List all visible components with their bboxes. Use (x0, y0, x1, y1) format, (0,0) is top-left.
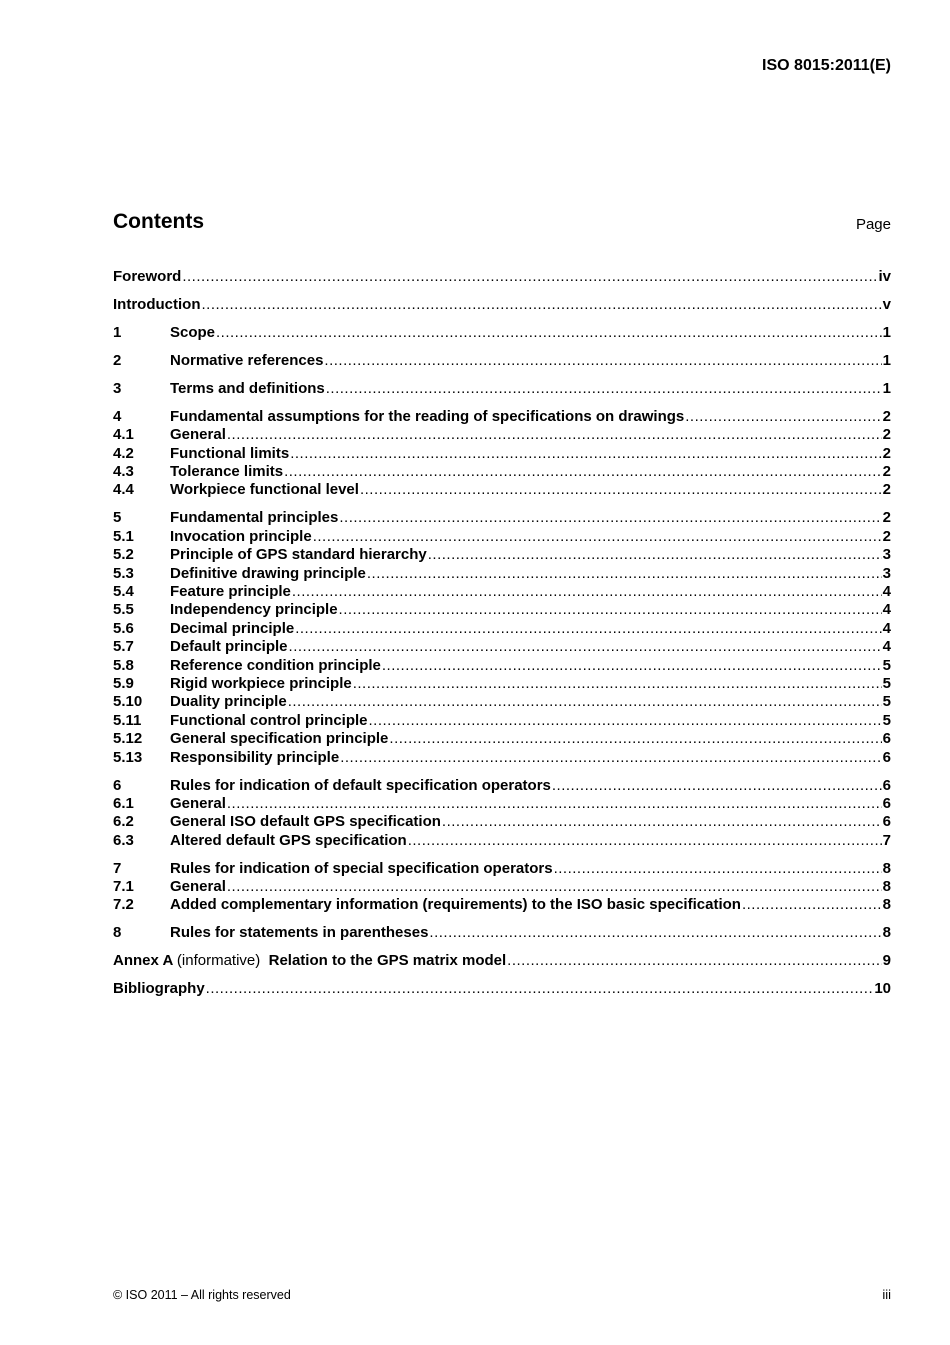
toc-entry-title: Normative references (170, 351, 324, 369)
toc-entry-title: Altered default GPS specification (170, 831, 407, 849)
toc-entry-number: 6 (113, 776, 122, 794)
toc-entry[interactable] (113, 795, 891, 813)
toc-entry-title: Fundamental principles (170, 509, 339, 527)
toc-entry-title: Scope (170, 323, 216, 341)
toc-leader-dots (182, 268, 877, 286)
toc-entry[interactable] (113, 749, 891, 767)
toc-entry-page: v (882, 295, 891, 313)
toc-entry-number: 4.4 (113, 481, 134, 499)
toc-entry-number: 7.2 (113, 896, 134, 914)
toc-entry-page: 5 (882, 693, 891, 711)
toc-entry-number: 4.3 (113, 463, 134, 481)
annex-label: Annex A (113, 952, 173, 970)
toc-entry-page: 2 (882, 463, 891, 481)
toc-entry-number: 5.8 (113, 656, 134, 674)
toc-entry-page: 7 (882, 831, 891, 849)
toc-entry-title: General (170, 794, 226, 812)
toc-entry[interactable] (113, 924, 891, 942)
toc-entry-title: Bibliography (113, 980, 205, 998)
toc-entry-page: 4 (882, 601, 891, 619)
toc-entry-page: 8 (882, 924, 891, 942)
toc-leader-dots (284, 463, 882, 481)
toc-entry-page: 9 (882, 952, 891, 970)
toc-entry[interactable] (113, 268, 891, 286)
toc-entry-number: 6.2 (113, 813, 134, 831)
toc-entry-number: 5.5 (113, 601, 134, 619)
toc-entry-number: 5.13 (113, 748, 143, 766)
toc-entry-page: iv (878, 268, 891, 285)
annex-qualifier: (informative) (176, 952, 261, 970)
toc-entry-title: Added complementary information (requirements) to the ISO basic specification (170, 896, 741, 914)
toc-entry-title: Fundamental assumptions for the reading of specifications on drawings (170, 407, 685, 425)
toc-leader-dots (288, 693, 882, 711)
toc-entry[interactable] (113, 583, 891, 601)
toc-leader-dots (290, 445, 881, 463)
toc-entry[interactable] (113, 565, 891, 583)
toc-entry-page: 6 (882, 730, 891, 748)
toc-entry-title: Rigid workpiece principle (170, 674, 352, 692)
toc-entry-page: 5 (882, 711, 891, 729)
toc-entry-number: 7.1 (113, 878, 134, 896)
toc-entry-page: 8 (882, 896, 891, 914)
toc-leader-dots (206, 980, 874, 998)
toc-entry[interactable] (113, 878, 891, 896)
toc-entry-page: 2 (882, 509, 891, 527)
toc-entry-title (113, 952, 506, 970)
toc-entry-title: Tolerance limits (170, 463, 284, 481)
toc-entry-number: 7 (113, 859, 122, 877)
toc-leader-dots (428, 546, 882, 564)
toc-entry-annex[interactable] (113, 952, 891, 970)
toc-entry[interactable] (113, 620, 891, 638)
toc-entry-number: 5.3 (113, 564, 134, 582)
toc-entry-title: Terms and definitions (170, 379, 325, 397)
toc-entry-number: 5.10 (113, 693, 143, 711)
toc-entry-title: General ISO default GPS specification (170, 813, 441, 831)
toc-entry-number: 5.11 (113, 711, 142, 729)
toc-entry-page: 2 (882, 407, 891, 425)
toc-entry[interactable] (113, 509, 891, 527)
toc-leader-dots (742, 896, 882, 914)
toc-entry-title: Invocation principle (170, 527, 312, 545)
toc-leader-dots (507, 952, 882, 970)
toc-entry-title: Foreword (113, 268, 182, 285)
toc-entry-page: 6 (882, 748, 891, 766)
toc-entry-number: 5.2 (113, 546, 134, 564)
toc-entry-page: 2 (882, 481, 891, 499)
document-id: ISO 8015:2011(E) (762, 57, 891, 74)
toc-entry-page: 1 (882, 379, 891, 397)
toc-entry[interactable] (113, 860, 891, 878)
toc-leader-dots (227, 426, 882, 444)
toc-entry-page: 2 (882, 444, 891, 462)
toc-entry-title: Rules for indication of default specification operators (170, 776, 551, 794)
toc-leader-dots (552, 777, 882, 795)
toc-entry-page: 6 (882, 794, 891, 812)
toc-entry[interactable] (113, 675, 891, 693)
toc-entry-number: 3 (113, 379, 122, 397)
toc-entry[interactable] (113, 445, 891, 463)
toc-entry-title: Rules for statements in parentheses (170, 924, 429, 942)
toc-entry-title: Functional control principle (170, 711, 368, 729)
toc-entry-title: Principle of GPS standard hierarchy (170, 546, 427, 564)
toc-leader-dots (289, 638, 882, 656)
toc-entry-title: Responsibility principle (170, 748, 340, 766)
toc-entry[interactable] (113, 896, 891, 914)
toc-entry[interactable] (113, 408, 891, 426)
contents-heading (113, 210, 891, 234)
toc-entry-number: 8 (113, 924, 122, 942)
toc-leader-dots (201, 296, 881, 314)
toc-leader-dots (326, 380, 882, 398)
toc-entry[interactable] (113, 638, 891, 656)
toc-entry-number: 4.2 (113, 444, 134, 462)
toc-entry-number: 5.6 (113, 619, 134, 637)
toc-entry-title: Duality principle (170, 693, 287, 711)
toc-entry-title: General (170, 878, 226, 896)
toc-entry-title: General specification principle (170, 730, 389, 748)
toc-entry[interactable] (113, 528, 891, 546)
toc-entry[interactable] (113, 777, 891, 795)
toc-entry-page: 2 (882, 527, 891, 545)
toc-entry-page: 4 (882, 583, 891, 601)
toc-entry-number: 5.9 (113, 674, 134, 692)
toc-entry-page: 3 (882, 564, 891, 582)
toc-leader-dots (360, 481, 882, 499)
toc-entry-number: 4.1 (113, 426, 134, 444)
toc-leader-dots (429, 924, 881, 942)
toc-entry-page: 8 (882, 878, 891, 896)
toc-entry[interactable] (113, 352, 891, 370)
toc-leader-dots (353, 675, 882, 693)
toc-entry-title: Reference condition principle (170, 656, 381, 674)
toc-entry-number: 1 (113, 323, 122, 341)
toc-leader-dots (227, 795, 882, 813)
toc-entry-title: Introduction (113, 295, 201, 313)
toc-entry[interactable] (113, 546, 891, 564)
toc-entry[interactable] (113, 832, 891, 850)
toc-entry-title: Default principle (170, 638, 288, 656)
toc-leader-dots (554, 860, 882, 878)
copyright-notice: © ISO 2011 – All rights reserved (113, 1288, 291, 1302)
toc-leader-dots (292, 583, 882, 601)
toc-entry-number: 5.4 (113, 583, 134, 601)
toc-leader-dots (339, 601, 882, 619)
toc-entry-title: Definitive drawing principle (170, 564, 366, 582)
toc-leader-dots (339, 509, 881, 527)
toc-entry-page: 6 (882, 776, 891, 794)
toc-entry[interactable] (113, 380, 891, 398)
annex-title: Relation to the GPS matrix model (268, 952, 507, 970)
toc-leader-dots (369, 712, 882, 730)
toc-entry[interactable] (113, 324, 891, 342)
toc-leader-dots (408, 832, 882, 850)
toc-entry[interactable] (113, 813, 891, 831)
toc-entry-number: 4 (113, 407, 122, 425)
toc-entry[interactable] (113, 730, 891, 748)
toc-leader-dots (442, 813, 882, 831)
toc-entry-number: 6.1 (113, 794, 134, 812)
page-number: iii (882, 1287, 891, 1302)
toc-entry-page: 4 (882, 638, 891, 656)
toc-leader-dots (324, 352, 881, 370)
toc-entry-page: 1 (882, 323, 891, 341)
toc-entry-page: 5 (882, 656, 891, 674)
toc-entry-title: Rules for indication of special specification operators (170, 859, 553, 877)
toc-entry-page: 2 (882, 426, 891, 444)
toc-entry-title: Feature principle (170, 583, 291, 601)
toc-leader-dots (367, 565, 882, 583)
toc-entry-bibliography[interactable] (113, 980, 891, 998)
toc-entry[interactable] (113, 601, 891, 619)
toc-entry-title: Independency principle (170, 601, 338, 619)
toc-leader-dots (227, 878, 882, 896)
toc-entry-title: Decimal principle (170, 619, 295, 637)
toc-entry-page: 8 (882, 859, 891, 877)
toc-entry-number: 5.12 (113, 730, 143, 748)
toc-leader-dots (685, 408, 881, 426)
toc-entry[interactable] (113, 296, 891, 314)
toc-entry-number: 5.7 (113, 638, 134, 656)
toc-entry[interactable] (113, 712, 891, 730)
toc-entry-title: Workpiece functional level (170, 481, 359, 499)
toc-leader-dots (313, 528, 882, 546)
toc-entry-page: 3 (882, 546, 891, 564)
contents-title: Contents (113, 210, 204, 233)
table-of-contents (113, 268, 891, 999)
toc-entry-number: 2 (113, 351, 122, 369)
toc-leader-dots (382, 657, 882, 675)
page-column-label: Page (855, 216, 891, 233)
toc-leader-dots (216, 324, 882, 342)
toc-entry-page: 1 (882, 351, 891, 369)
toc-entry-page: 4 (882, 619, 891, 637)
toc-entry[interactable] (113, 657, 891, 675)
toc-entry[interactable] (113, 463, 891, 481)
toc-entry-page: 5 (882, 674, 891, 692)
toc-leader-dots (389, 730, 881, 748)
toc-entry-number: 5 (113, 509, 122, 527)
toc-entry-number: 6.3 (113, 831, 134, 849)
toc-entry[interactable] (113, 426, 891, 444)
toc-entry[interactable] (113, 481, 891, 499)
toc-entry-number: 5.1 (113, 527, 134, 545)
toc-entry-page: 6 (882, 813, 891, 831)
toc-entry[interactable] (113, 693, 891, 711)
toc-leader-dots (295, 620, 881, 638)
toc-leader-dots (340, 749, 881, 767)
toc-entry-title: General (170, 426, 226, 444)
toc-entry-title: Functional limits (170, 444, 290, 462)
toc-entry-page: 10 (874, 980, 891, 998)
